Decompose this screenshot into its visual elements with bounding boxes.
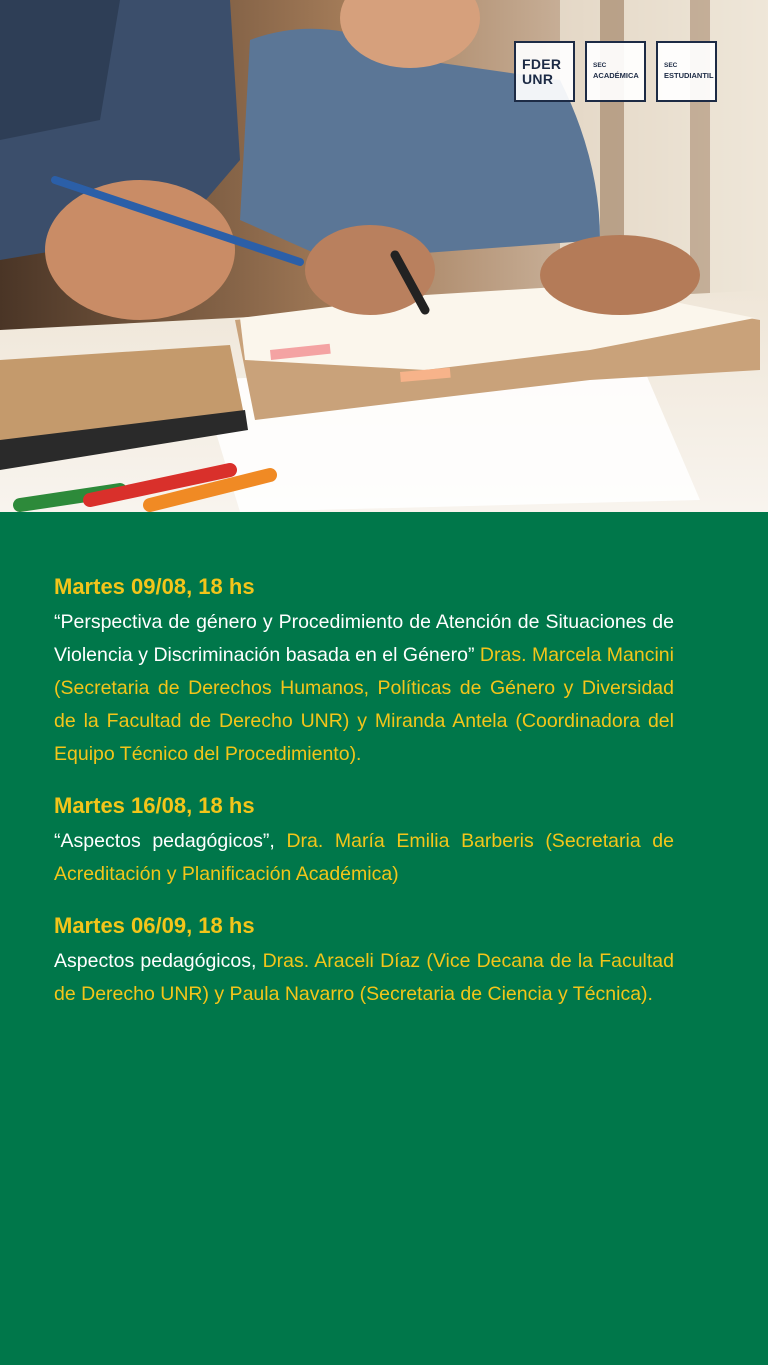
event-description: [54, 606, 674, 771]
fder-unr-logo: [514, 41, 575, 102]
event-date: Martes 09/08, 18 hs: [54, 574, 255, 599]
event-speakers: Dras. Araceli Díaz (Vice Decana de la Facultad de Derecho UNR) y Paula Navarro (Secretaria de Ciencia y Técnica).: [54, 950, 674, 1005]
logo-text: ACADÉMICA: [593, 70, 639, 80]
logo-text: ESTUDIANTIL: [664, 70, 714, 80]
event-date: Martes 06/09, 18 hs: [54, 913, 255, 938]
sec-estudiantil-logo: [656, 41, 717, 102]
event-title: Aspectos pedagógicos,: [54, 950, 257, 972]
logo-text: UNR: [522, 70, 554, 87]
event-description: [54, 825, 674, 891]
event-description: [54, 945, 674, 1011]
sec-academica-logo: [585, 41, 646, 102]
event-speakers: Dras. Marcela Mancini (Secretaria de Derechos Humanos, Políticas de Género y Diversidad de la Facultad de Derecho UNR) y Miranda Antela (Coordinadora del Equipo Técnico del Procedimiento).: [54, 644, 674, 765]
event-speakers: Dra. María Emilia Barberis (Secretaria de Acreditación y Planificación Académica): [54, 830, 674, 885]
event-item: [54, 911, 674, 1011]
hero-photo: [0, 0, 768, 512]
event-title: “Perspectiva de género y Procedimiento de Atención de Situaciones de Violencia y Discriminación basada en el Género”: [54, 611, 674, 666]
event-item: [54, 791, 674, 891]
logo-text: SEC: [593, 62, 607, 70]
event-title: “Aspectos pedagógicos”,: [54, 830, 275, 852]
event-schedule: [54, 572, 674, 1031]
logo-text: SEC: [664, 62, 678, 70]
logo-group: [514, 41, 717, 102]
event-item: [54, 572, 674, 771]
logo-text: FDER: [522, 55, 562, 72]
event-date: Martes 16/08, 18 hs: [54, 793, 255, 818]
